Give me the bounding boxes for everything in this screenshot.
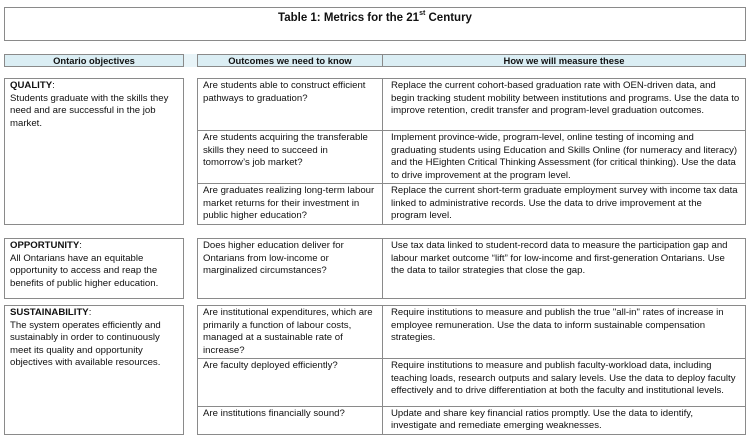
table-title xyxy=(4,7,746,41)
measure-text: Update and share key financial ratios promptly. Use the data to identify, investigate and remediate emerging weaknesses. xyxy=(391,407,694,432)
objective-name: SUSTAINABILITY xyxy=(10,307,89,318)
measure-text: Replace the current cohort-based graduation rate with OEN-driven data, and begin tracking student mobility between institutions and programs. Use the data to improve retention, credit transfer and program-level graduation outcomes. xyxy=(391,80,740,117)
table-row xyxy=(198,79,745,131)
objective-description: All Ontarians have an equitable opportunity to access and reap the benefits of public higher education. xyxy=(10,252,159,289)
objective-colon: : xyxy=(88,307,92,318)
table-row xyxy=(198,131,745,184)
objective-description: The system operates efficiently and sustainably in order to continuously meet its quality and opportunity objectives with available resources. xyxy=(10,319,161,369)
objective-opportunity xyxy=(4,238,184,299)
objective-colon: : xyxy=(79,240,82,251)
outcome-question: Are institutional expenditures, which are primarily a function of labour costs, managed at a sustainable rate of increase? xyxy=(198,306,383,358)
outcome-question: Does higher education deliver for Ontarians from low-income or marginalized circumstances? xyxy=(198,239,383,298)
table-row xyxy=(198,407,745,434)
table-row xyxy=(198,306,745,359)
measure-text: Require institutions to measure and publish the true "all-in" rates of increase in employee remuneration. Use the data to inform sustainable compensation strategies. xyxy=(391,307,724,344)
table-row xyxy=(198,184,745,224)
outcome-question: Are faculty deployed efficiently? xyxy=(198,359,383,406)
header-spacer xyxy=(184,54,197,67)
outcome-question: Are students able to construct efficient pathways to graduation? xyxy=(198,79,383,130)
title-superscript: st xyxy=(419,10,426,18)
table-row xyxy=(198,239,745,298)
title-suffix: Century xyxy=(425,12,472,24)
objective-quality xyxy=(4,78,184,225)
header-objectives: Ontario objectives xyxy=(4,54,184,67)
objective-description: Students graduate with the skills they need and are successful in the job market. xyxy=(10,92,169,129)
objective-name: QUALITY xyxy=(10,80,53,91)
measure-text: Use tax data linked to student-record data to measure the participation gap and labour market outcome “lift” for low-income and first-generation Ontarians. Use the data to tailor strategies that close the gap. xyxy=(391,240,728,277)
header-measures: How we will measure these xyxy=(382,54,746,67)
objective-colon: : xyxy=(52,80,55,91)
measure-text: Replace the current short-term graduate employment survey with income tax data linked to administrative records. Use the data to drive improvement at the program level. xyxy=(391,185,738,222)
outcome-question: Are institutions financially sound? xyxy=(198,407,383,434)
measure-text: Require institutions to measure and publish faculty-workload data, including teaching loads, research outputs and salary levels. Use the data to deploy faculty effectively and to drive differentiation at both the faculty and institutional levels. xyxy=(391,360,736,397)
objective-name: OPPORTUNITY xyxy=(10,240,80,251)
objective-sustainability xyxy=(4,305,184,435)
header-outcomes: Outcomes we need to know xyxy=(197,54,383,67)
title-text: Table 1: Metrics for the 21 xyxy=(278,12,420,24)
sustainability-metrics-grid xyxy=(197,305,746,435)
outcome-question: Are graduates realizing long-term labour market returns for their investment in public higher education? xyxy=(198,184,383,224)
measure-text: Implement province-wide, program-level, online testing of incoming and graduating students using Education and Skills Online (for numeracy and literacy) and the HEighten Critical Thinking Assessment (for critical thinking). Use the data to drive improvement at the program level. xyxy=(391,132,738,181)
outcome-question: Are students acquiring the transferable skills they need to succeed in tomorrow’s job market? xyxy=(198,131,383,183)
opportunity-metrics-grid xyxy=(197,238,746,299)
table-row xyxy=(198,359,745,407)
quality-metrics-grid xyxy=(197,78,746,225)
